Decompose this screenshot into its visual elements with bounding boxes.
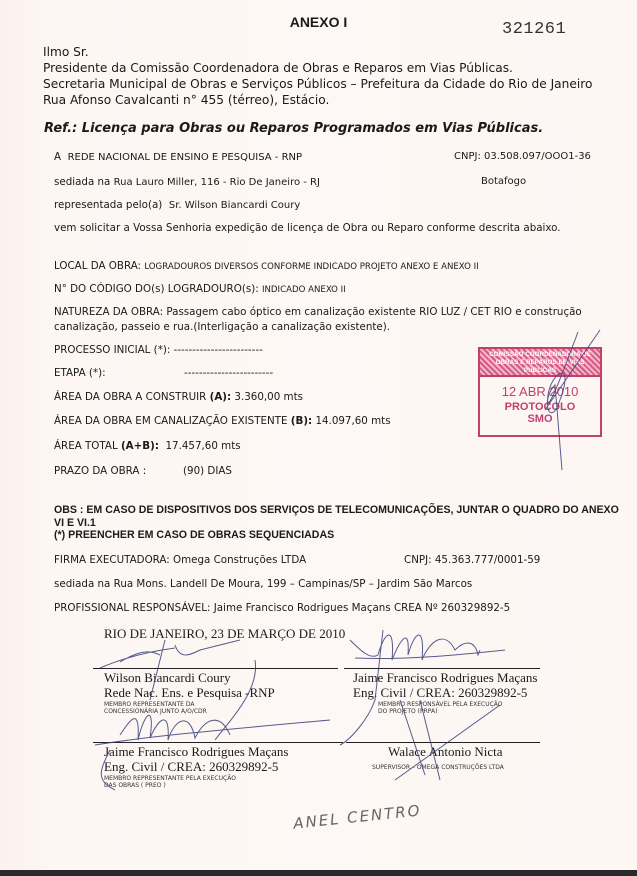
nature-row: [54, 306, 582, 318]
place-date: RIO DE JANEIRO, 23 DE MARÇO DE 2010: [104, 626, 346, 641]
street-code-row: [54, 283, 346, 295]
initial-process-value: ------------------------: [173, 344, 263, 356]
handwritten-note: ANEL CENTRO: [292, 801, 423, 833]
protocol-stamp: [478, 347, 602, 437]
street-code-label: N° DO CÓDIGO DO(s) LOGRADOURO(s):: [54, 283, 259, 295]
signatory-4-note: SUPERVISOR – OMEGA CONSTRUÇÕES LTDA: [372, 764, 504, 771]
area-a-value: 3.360,00 mts: [234, 391, 303, 403]
protocol-number: 321261: [502, 20, 567, 39]
addressee-line-2: Secretaria Municipal de Obras e Serviços Públicos – Prefeitura da Cidade do Rio de Janeiro: [43, 77, 593, 91]
signatory-1-name: Wilson Biancardi Coury: [104, 670, 231, 685]
street-code-value: INDICADO ANEXO II: [261, 285, 346, 295]
area-a-row: [54, 391, 303, 403]
nature-value-line-2: canalização, passeio e rua.(Interligação a canalização existente).: [54, 321, 391, 333]
signatory-3-role: Eng. Civil / CREA: 260329892-5: [104, 759, 279, 774]
request-text: vem solicitar a Vossa Senhoria expedição de licença de Obra ou Reparo conforme descrita abaixo.: [54, 222, 561, 234]
professional-label: PROFISSIONAL RESPONSÁVEL:: [54, 602, 211, 614]
signatory-3-note-line-2: DAS OBRAS ( PREO ): [104, 782, 166, 789]
signatory-2-note-line-2: DO PROJETO (PRPA): [378, 708, 438, 715]
stamp-label-line-2: SMO: [527, 413, 553, 425]
signatory-1-note: [104, 701, 207, 715]
signature-line-1: [93, 668, 338, 669]
addressee-line-1: Presidente da Comissão Coordenadora de Obras e Reparos em Vias Públicas.: [43, 61, 513, 75]
addressee-line-3: Rua Afonso Cavalcanti n° 455 (térreo), Estácio.: [43, 93, 330, 107]
stage-label: ETAPA (*):: [54, 367, 106, 379]
area-b-value: 14.097,60 mts: [315, 415, 391, 427]
sequential-note: (*) PREENCHER EM CASO DE OBRAS SEQUENCIADAS: [54, 529, 335, 541]
area-b-label: ÁREA DA OBRA EM CANALIZAÇÃO EXISTENTE: [54, 415, 288, 427]
nature-value-line-1: Passagem cabo óptico em canalização existente RIO LUZ / CET RIO e construção: [166, 306, 582, 318]
signatory-3-note-line-1: MEMBRO REPRESENTANTE PELA EXECUÇÃO: [104, 775, 236, 782]
area-b-key: (B):: [290, 415, 313, 427]
stamp-header: COMISSÃO COORDENADORA DE OBRAS E REPAROS EM VIAS PÚBLICAS: [480, 349, 600, 377]
professional-value: Jaime Francisco Rodrigues Maçans CREA Nº 260329892-5: [213, 602, 511, 614]
location-value: LOGRADOUROS DIVERSOS CONFORME INDICADO PROJETO ANEXO E ANEXO II: [144, 262, 479, 272]
firm-address: sediada na Rua Mons. Landell De Moura, 199 – Campinas/SP – Jardim São Marcos: [54, 578, 473, 590]
signatory-1-note-line-1: MEMBRO REPRESENTANTE DA: [104, 701, 195, 708]
initial-process-row: [54, 344, 263, 356]
signatory-2-name: Jaime Francisco Rodrigues Maçans: [353, 670, 538, 685]
stamp-date: 12 ABR 2010: [501, 384, 579, 399]
requester-address-prefix: sediada na: [54, 176, 111, 188]
requester-cnpj: CNPJ: 03.508.097/OOO1-36: [454, 151, 591, 162]
signatory-2-note: [378, 701, 503, 715]
signatory-1-role: Rede Nac. Ens. e Pesquisa -RNP: [104, 685, 275, 700]
area-a-key: (A):: [209, 391, 232, 403]
firm-label: FIRMA EXECUTADORA:: [54, 554, 170, 566]
area-total-value: 17.457,60 mts: [165, 440, 241, 452]
area-b-row: [54, 415, 391, 427]
location-row: [54, 260, 479, 272]
salutation: Ilmo Sr.: [43, 45, 89, 59]
signatory-4-name: Walace Antonio Nicta: [388, 744, 503, 759]
location-label: LOCAL DA OBRA:: [54, 260, 142, 272]
represented-by: Sr. Wilson Biancardi Coury: [168, 200, 301, 211]
represented-prefix: representada pelo(a): [54, 199, 163, 211]
nature-label: NATUREZA DA OBRA:: [54, 306, 164, 318]
requester-prefix: A: [54, 151, 62, 163]
signature-line-4: [346, 742, 540, 743]
requester-name: REDE NACIONAL DE ENSINO E PESQUISA - RNP: [67, 152, 303, 163]
signature-line-2: [344, 668, 540, 669]
obs-line-1: OBS : EM CASO DE DISPOSITIVOS DOS SERVIÇOS DE TELECOMUNICAÇÕES, JUNTAR O QUADRO DO ANEXO: [54, 504, 619, 516]
deadline-label: PRAZO DA OBRA :: [54, 465, 147, 477]
deadline-value: (90) DIAS: [183, 465, 232, 477]
stamp-label-line-1: PROTOCOLO: [504, 401, 576, 413]
signatory-3-note: [104, 775, 236, 789]
area-total-key: (A+B):: [120, 440, 159, 452]
represented-row: [54, 199, 300, 211]
area-total-label: ÁREA TOTAL: [54, 440, 118, 452]
signature-line-3: [93, 742, 343, 743]
signatory-2-note-line-1: MEMBRO RESPONSÁVEL PELA EXECUÇÃO: [378, 701, 503, 708]
document-title: ANEXO I: [289, 14, 348, 30]
stage-value: ------------------------: [184, 367, 274, 379]
obs-line-2: VI E VI.1: [54, 517, 96, 529]
scan-edge: [0, 870, 637, 876]
signatory-1-note-line-2: CONCESSIONÁRIA JUNTO A/O/CDR: [104, 708, 207, 715]
area-a-label: ÁREA DA OBRA A CONSTRUIR: [54, 391, 207, 403]
signatory-3-name: Jaime Francisco Rodrigues Maçans: [104, 744, 289, 759]
firm-cnpj: CNPJ: 45.363.777/0001-59: [404, 554, 541, 566]
area-total-row: [54, 440, 241, 452]
firm-row: [54, 554, 306, 566]
requester-name-row: [54, 151, 302, 163]
signatory-2-role: Eng. Civil / CREA: 260329892-5: [353, 685, 528, 700]
firm-value: Omega Construções LTDA: [173, 554, 307, 566]
stamp-label: [480, 401, 600, 425]
requester-address: Rua Lauro Miller, 116 - Rio De Janeiro - RJ: [113, 177, 320, 188]
initial-process-label: PROCESSO INICIAL (*):: [54, 344, 171, 356]
requester-address-row: [54, 176, 320, 188]
reference-line: Ref.: Licença para Obras ou Reparos Programados em Vias Públicas.: [44, 121, 544, 136]
requester-neighborhood: Botafogo: [481, 176, 527, 187]
professional-row: [54, 602, 510, 614]
